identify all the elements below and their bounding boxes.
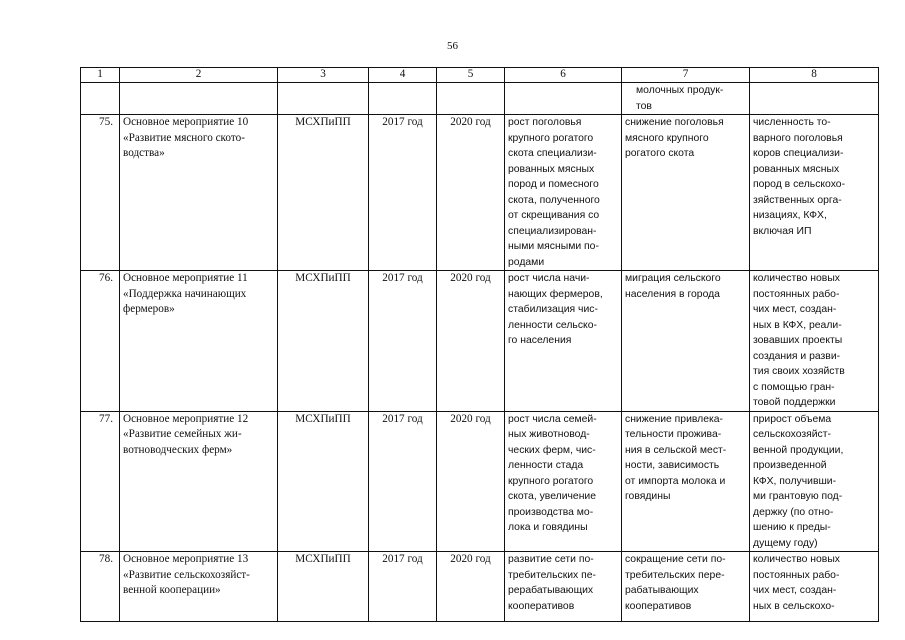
column-number: 8 — [750, 68, 879, 83]
executor-cell: МСХПиПП — [278, 552, 369, 622]
row-number-cell: 76. — [81, 271, 120, 412]
event-name-cell: Основное мероприятие 11 «Поддержка начинающих фермеров» — [120, 271, 278, 412]
table-cell — [81, 83, 120, 115]
table-cell — [278, 83, 369, 115]
end-year-cell: 2020 год — [437, 115, 505, 271]
event-name-cell: Основное мероприятие 13 «Развитие сельскохозяйст- венной кооперации» — [120, 552, 278, 622]
end-year-cell: 2020 год — [437, 271, 505, 412]
expected-result-cell: рост числа семей- ных животновод- ческих ферм, чис- ленности стада крупного рогатого скота, увеличение производства мо- лока и говядины — [505, 411, 622, 552]
event-name-cell: Основное мероприятие 12 «Развитие семейных жи- вотноводческих ферм» — [120, 411, 278, 552]
indicator-cell: количество новых постоянных рабо- чих мест, создан- ных в КФХ, реали- зовавших проекты создания и разви- тия своих хозяйств с помощью гран- товой поддержки — [750, 271, 879, 412]
indicator-cell: численность то- варного поголовья коров специализи- рованных мясных пород в сельскохо- зяйственных орга- низациях, КФХ, включая ИП — [750, 115, 879, 271]
column-number: 3 — [278, 68, 369, 83]
executor-cell: МСХПиПП — [278, 271, 369, 412]
column-number: 7 — [622, 68, 750, 83]
events-table — [80, 67, 879, 622]
expected-result-cell: рост поголовья крупного рогатого скота специализи- рованных мясных пород и помесного скота, полученного от скрещивания со специализирован- ными мясными по- родами — [505, 115, 622, 271]
column-number: 5 — [437, 68, 505, 83]
row-number-cell: 77. — [81, 411, 120, 552]
indicator-cell: прирост объема сельскохозяйст- венной продукции, произведенной КФХ, получивши- ми грантовую под- держку (по отно- шению к преды- дущему году) — [750, 411, 879, 552]
consequence-cell: сокращение сети по- требительских пере- рабатывающих кооперативов — [622, 552, 750, 622]
table-row — [81, 115, 879, 271]
table-row — [81, 552, 879, 622]
event-name-cell: Основное мероприятие 10 «Развитие мясного ското- водства» — [120, 115, 278, 271]
end-year-cell: 2020 год — [437, 552, 505, 622]
consequence-cell: снижение привлека- тельности прожива- ния в сельской мест- ности, зависимость от импорта молока и говядины — [622, 411, 750, 552]
column-number: 1 — [81, 68, 120, 83]
table-row — [81, 411, 879, 552]
column-number: 4 — [369, 68, 437, 83]
continuation-row — [81, 83, 879, 115]
table-body — [81, 115, 879, 622]
table-cell — [120, 83, 278, 115]
consequence-cell: снижение поголовья мясного крупного рогатого скота — [622, 115, 750, 271]
page-number: 56 — [447, 40, 458, 52]
table-cell — [505, 83, 622, 115]
row-number-cell: 78. — [81, 552, 120, 622]
indicator-cell: количество новых постоянных рабо- чих мест, создан- ных в сельскохо- — [750, 552, 879, 622]
end-year-cell: 2020 год — [437, 411, 505, 552]
start-year-cell: 2017 год — [369, 271, 437, 412]
row-number-cell: 75. — [81, 115, 120, 271]
column-number: 6 — [505, 68, 622, 83]
consequence-cell: молочных продук- тов — [622, 83, 750, 115]
table-cell — [369, 83, 437, 115]
table-cell — [750, 83, 879, 115]
consequence-cell: миграция сельского населения в города — [622, 271, 750, 412]
executor-cell: МСХПиПП — [278, 115, 369, 271]
table-row — [81, 271, 879, 412]
start-year-cell: 2017 год — [369, 411, 437, 552]
column-number: 2 — [120, 68, 278, 83]
start-year-cell: 2017 год — [369, 115, 437, 271]
expected-result-cell: рост числа начи- нающих фермеров, стабилизация чис- ленности сельско- го населения — [505, 271, 622, 412]
executor-cell: МСХПиПП — [278, 411, 369, 552]
start-year-cell: 2017 год — [369, 552, 437, 622]
column-number-row — [81, 68, 879, 83]
expected-result-cell: развитие сети по- требительских пе- рерабатывающих кооперативов — [505, 552, 622, 622]
table-cell — [437, 83, 505, 115]
